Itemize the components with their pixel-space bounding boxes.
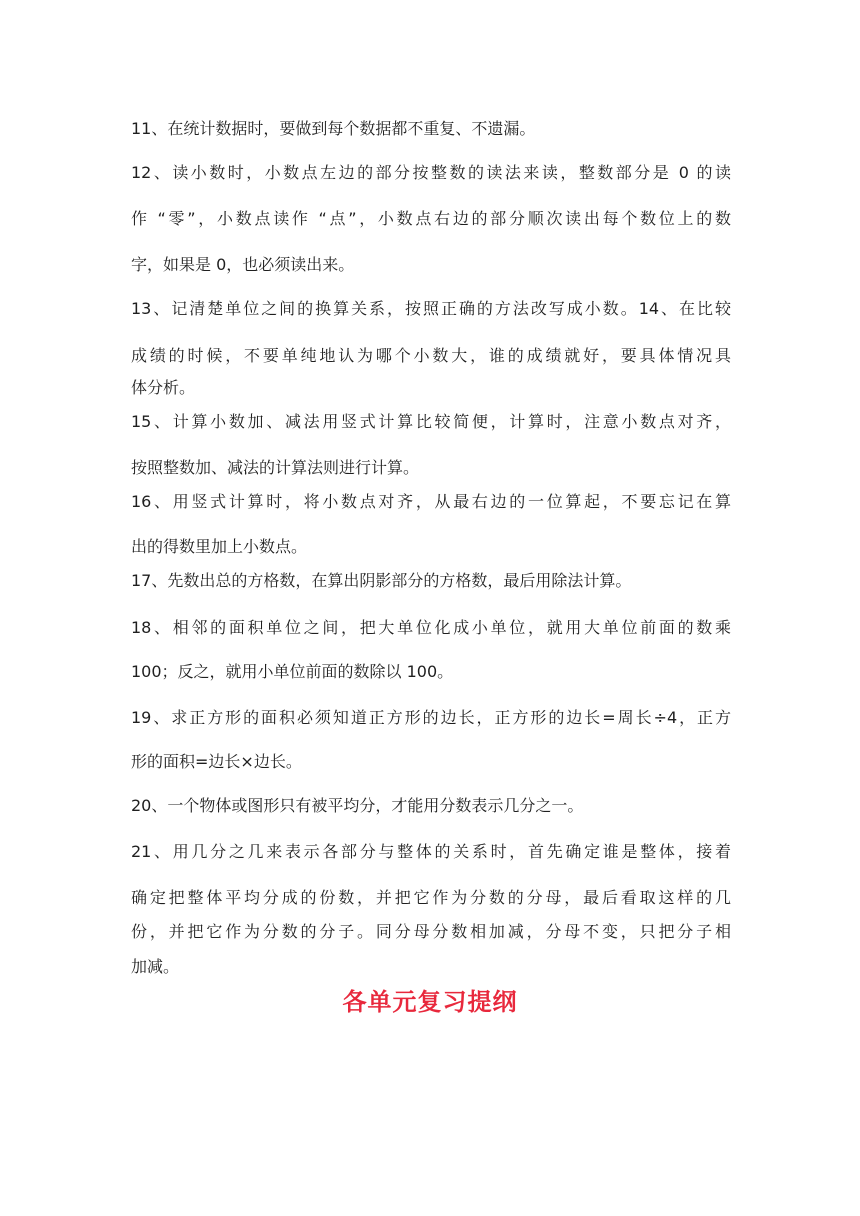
text-line: 20、一个物体或图形只有被平均分，才能用分数表示几分之一。 bbox=[131, 796, 584, 815]
text-line: 份，并把它作为分数的分子。同分母分数相加减，分母不变，只把分子相 bbox=[131, 922, 731, 941]
text-line: 成绩的时候，不要单纯地认为哪个小数大，谁的成绩就好，要具体情况具 bbox=[131, 346, 731, 365]
section-heading: 各单元复习提纲 bbox=[342, 988, 518, 1016]
text-line: 形的面积=边长×边长。 bbox=[131, 752, 302, 771]
text-line: 15、计算小数加、减法用竖式计算比较简便，计算时，注意小数点对齐， bbox=[131, 412, 731, 431]
text-line: 100；反之，就用小单位前面的数除以 100。 bbox=[131, 662, 454, 681]
text-line: 出的得数里加上小数点。 bbox=[131, 537, 308, 556]
text-line: 17、先数出总的方格数，在算出阴影部分的方格数，最后用除法计算。 bbox=[131, 571, 632, 590]
text-line: 按照整数加、减法的计算法则进行计算。 bbox=[131, 458, 420, 477]
text-line: 体分析。 bbox=[131, 378, 196, 397]
text-line: 16、用竖式计算时，将小数点对齐，从最右边的一位算起，不要忘记在算 bbox=[131, 492, 731, 511]
text-line: 确定把整体平均分成的份数，并把它作为分数的分母，最后看取这样的几 bbox=[131, 888, 731, 907]
text-line: 作 “零”，小数点读作 “点”，小数点右边的部分顺次读出每个数位上的数 bbox=[131, 209, 731, 228]
text-line: 19、求正方形的面积必须知道正方形的边长，正方形的边长=周长÷4，正方 bbox=[131, 708, 731, 727]
text-line: 13、记清楚单位之间的换算关系，按照正确的方法改写成小数。14、在比较 bbox=[131, 299, 731, 318]
text-line: 18、相邻的面积单位之间，把大单位化成小单位，就用大单位前面的数乘 bbox=[131, 618, 731, 637]
text-line: 字，如果是 0，也必须读出来。 bbox=[131, 255, 355, 274]
text-line: 11、在统计数据时，要做到每个数据都不重复、不遗漏。 bbox=[131, 119, 536, 138]
text-line: 21、用几分之几来表示各部分与整体的关系时，首先确定谁是整体，接着 bbox=[131, 842, 731, 861]
text-line: 12、读小数时，小数点左边的部分按整数的读法来读，整数部分是 0 的读 bbox=[131, 163, 731, 182]
text-line: 加减。 bbox=[131, 957, 180, 976]
